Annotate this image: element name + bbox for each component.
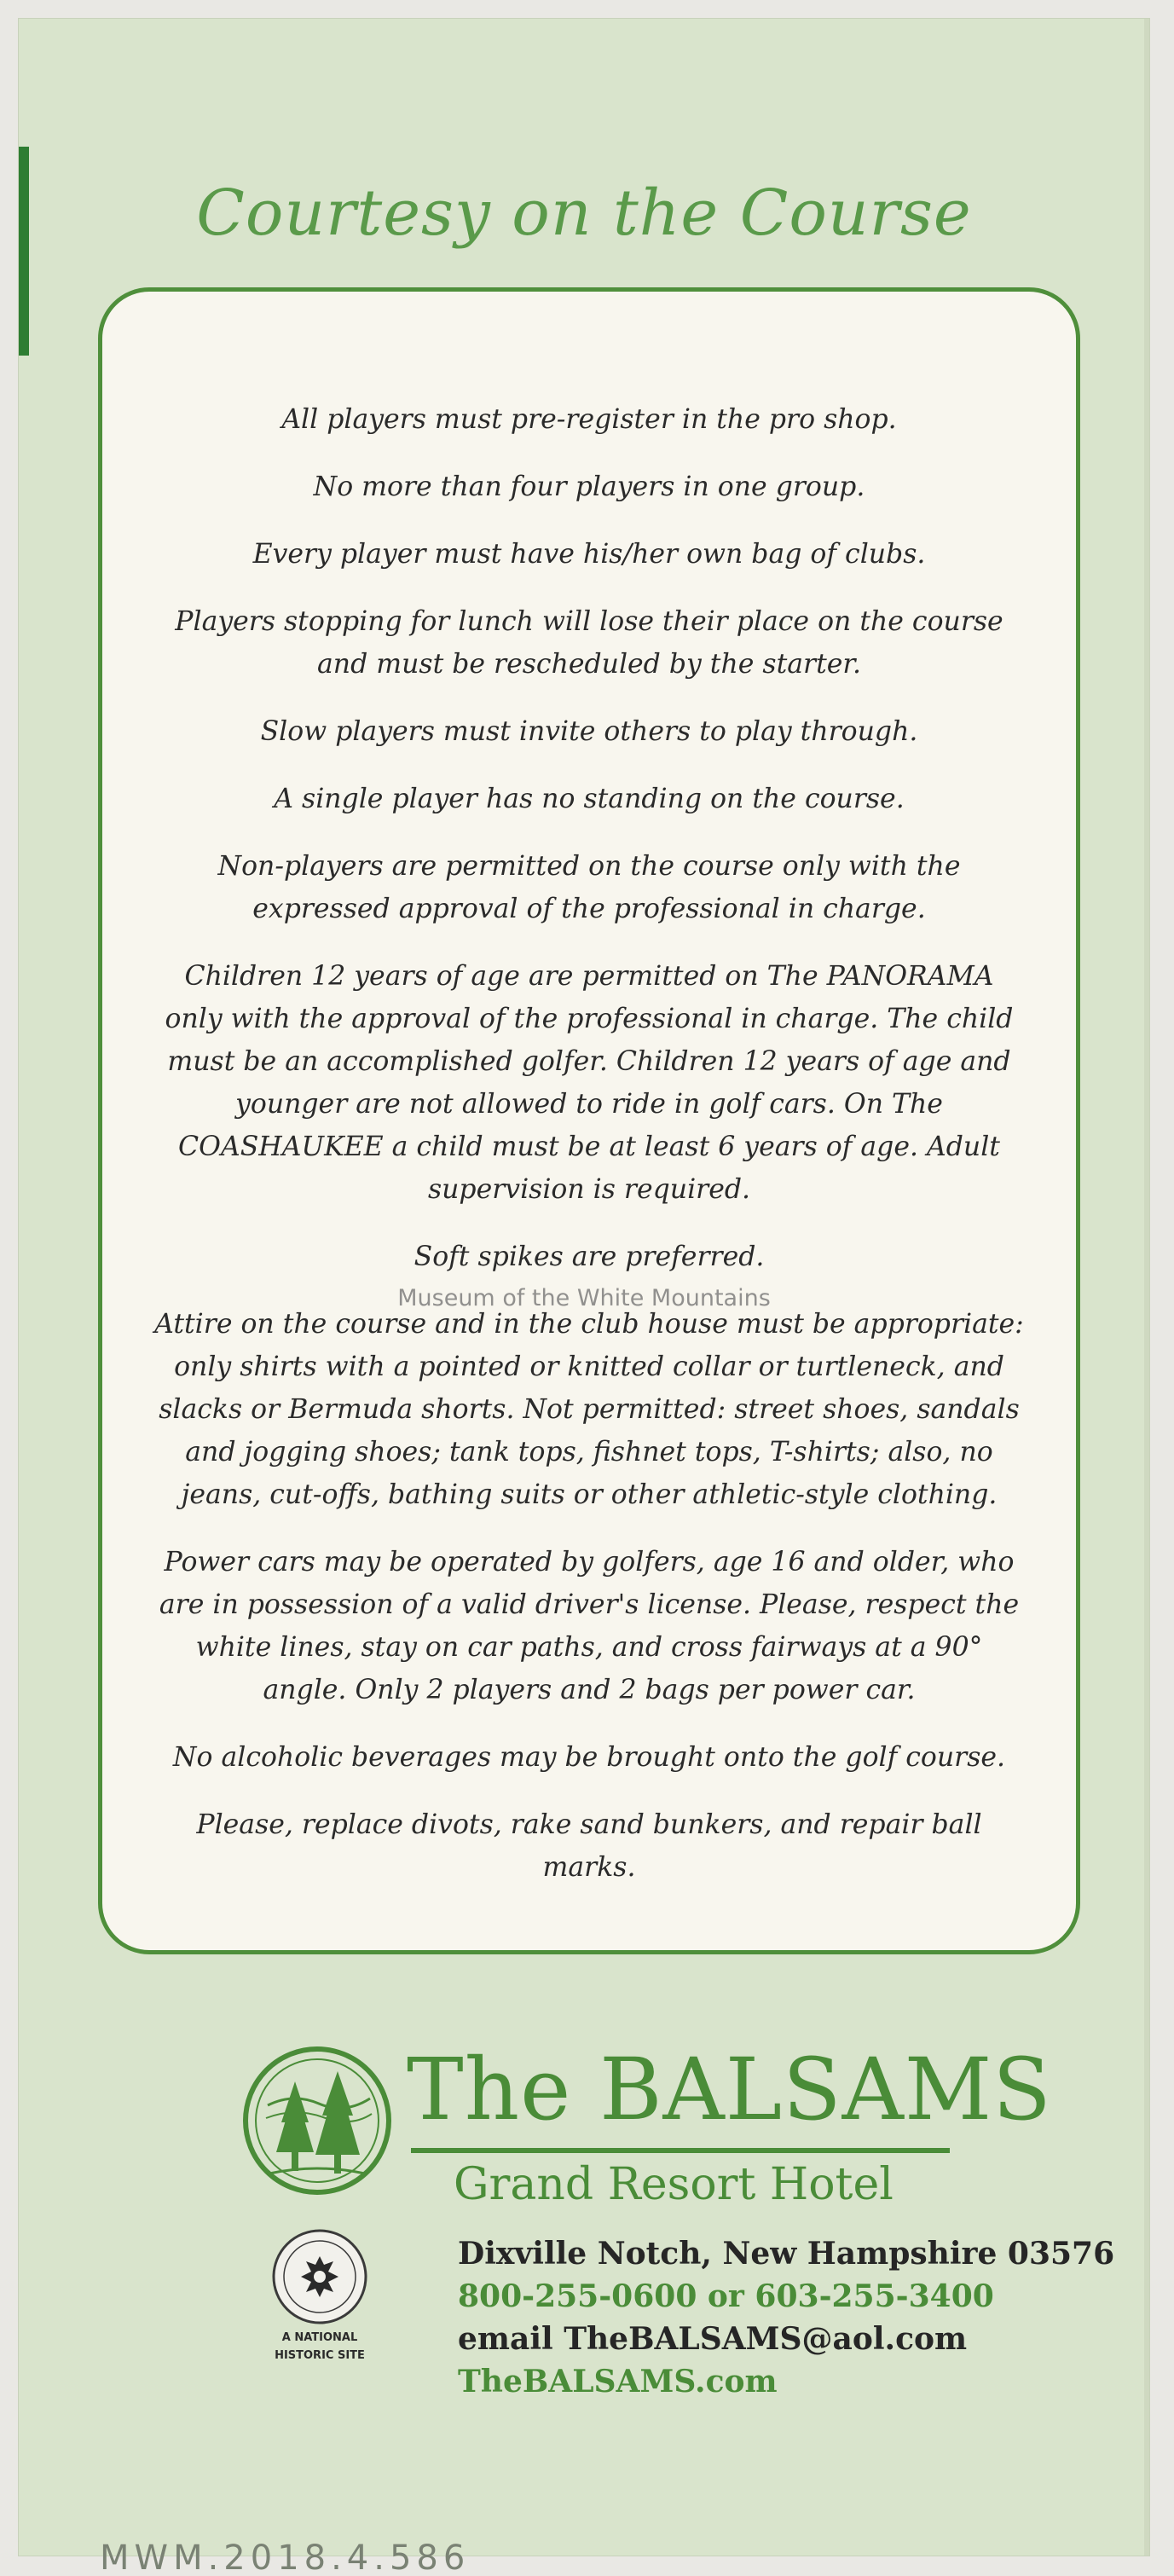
rule-item: All players must pre-register in the pro shop. — [281, 404, 897, 435]
phone-numbers: 800-255-0600 or 603-255-3400 — [458, 2278, 994, 2314]
rule-item: No more than four players in one group. — [313, 472, 865, 502]
rule-item: Soft spikes are preferred. — [414, 1242, 765, 1272]
rule-item: Every player must have his/her own bag of clubs. — [252, 539, 926, 570]
balsam-trees-emblem-icon — [242, 2046, 392, 2196]
national-historic-site-seal-icon — [270, 2227, 369, 2326]
rule-item: Children 12 years of age are permitted on The PANORAMA only with the approval of the professional in charge. The child must be an accomplished golfer. Children 12 years of age and younger are not allowed to ride in golf cars. On The COASHAUKEE a child must be at least 6 years of age. Adult supervision is required. — [165, 961, 1014, 1205]
email: email TheBALSAMS@aol.com — [458, 2321, 968, 2357]
national-historic-site-seal — [270, 2227, 369, 2362]
rule-item: Slow players must invite others to play through. — [260, 716, 918, 747]
rules-list — [153, 398, 1025, 1913]
brochure-page — [19, 19, 1149, 2576]
seal-label-line2: HISTORIC SITE — [275, 2349, 365, 2362]
brand-divider — [411, 2148, 950, 2153]
page-title: Courtesy on the Course — [196, 177, 972, 250]
address: Dixville Notch, New Hampshire 03576 — [458, 2236, 1115, 2272]
rule-item: Players stopping for lunch will lose their place on the course and must be rescheduled by the starter. — [175, 606, 1003, 680]
rule-item: No alcoholic beverages may be brought onto the golf course. — [172, 1742, 1006, 1773]
rule-item: Please, replace divots, rake sand bunkers, and repair ball marks. — [196, 1809, 982, 1883]
rule-item: Non-players are permitted on the course only with the expressed approval of the professional in charge. — [217, 851, 961, 924]
accession-number: MWM.2018.4.586 — [100, 2538, 471, 2576]
brand-tagline: Grand Resort Hotel — [454, 2159, 894, 2210]
seal-label-line1: A NATIONAL — [281, 2331, 358, 2344]
rule-item: Power cars may be operated by golfers, age 16 and older, who are in possession of a valid driver's license. Please, respect the white lines, stay on car paths, and cross fairways at a 90° angle. Only 2 players and 2 bags per power car. — [159, 1547, 1020, 1705]
rules-panel — [98, 287, 1080, 1954]
contact-block — [458, 2232, 1114, 2403]
watermark: Museum of the White Mountains — [397, 1285, 771, 1311]
website: TheBALSAMS.com — [458, 2364, 778, 2399]
brand-name: The BALSAMS — [407, 2040, 1052, 2139]
rule-item: Attire on the course and in the club house must be appropriate: only shirts with a pointed or knitted collar or turtleneck, and slacks or Bermuda shorts. Not permitted: street shoes, sandals and jogging shoes; tank tops, fishnet tops, T-shirts; also, no jeans, cut-offs, bathing suits or other athletic-style clothing. — [154, 1309, 1024, 1510]
rule-item: A single player has no standing on the course. — [274, 784, 905, 814]
